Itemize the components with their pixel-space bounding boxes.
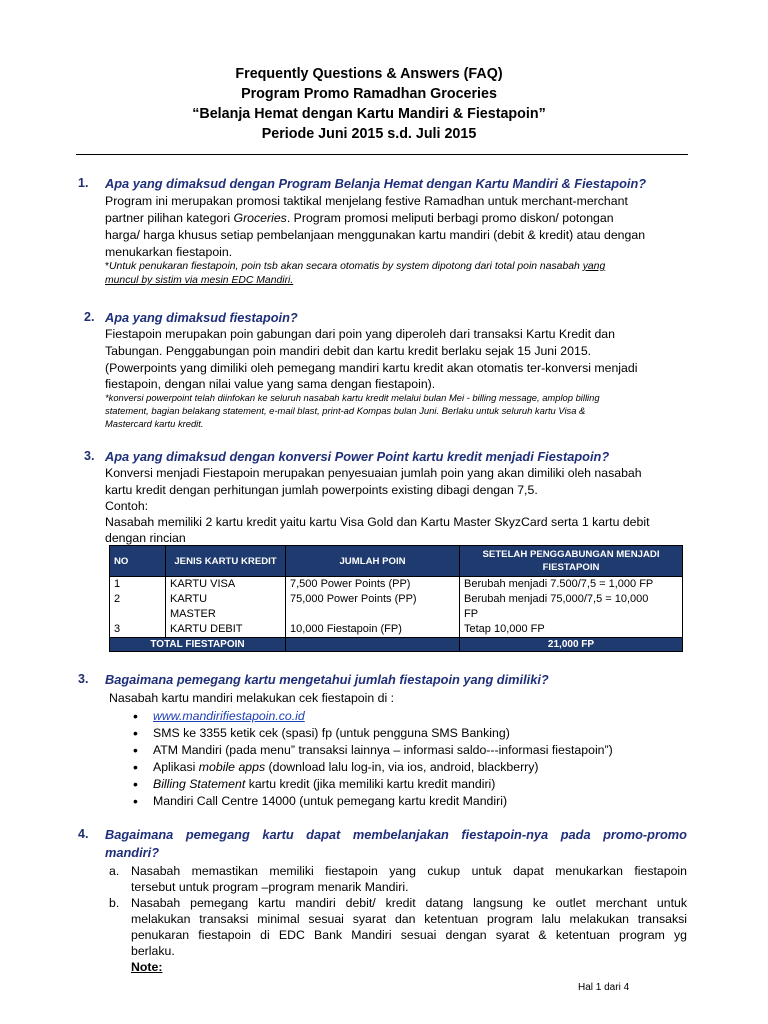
text-run: * (105, 261, 110, 272)
q1-answer-line: menukarkan fiestapoin. (105, 245, 233, 259)
q3-answer-line: kartu kredit dengan perhitungan jumlah powerpoints existing dibagi dengan 7,5. (105, 483, 538, 497)
list-item: SMS ke 3355 ketik cek (spasi) fp (untuk pengguna SMS Banking) (153, 726, 510, 740)
q2-number: 2. (84, 310, 95, 324)
q3-question: Apa yang dimaksud dengan konversi Power Point kartu kredit menjadi Fiestapoin? (105, 449, 610, 464)
q5-answer-line: melakukan transaksi minimal sesuai syarat dan ketentuan program lalu melakukan transaksi (131, 912, 687, 926)
q3-answer-line: Nasabah memiliki 2 kartu kredit yaitu kartu Visa Gold dan Kartu Master SkyzCard serta 1 kartu debit (105, 515, 650, 529)
q3-number: 3. (84, 449, 95, 463)
table-cell: 2 (110, 592, 166, 607)
doc-title: Frequently Questions & Answers (FAQ) (235, 66, 503, 82)
conversion-table (109, 545, 683, 652)
q2-answer-line: Tabungan. Penggabungan poin mandiri debit dan kartu kredit berlaku sejak 15 Juni 2015. (105, 344, 592, 358)
q5-answer-line: penukaran fiestapoin di EDC Bank Mandiri sesuai dengan syarat & ketentuan program yg (131, 928, 687, 942)
list-marker: b. (109, 896, 120, 910)
list-item: Mandiri Call Centre 14000 (untuk pemegang kartu kredit Mandiri) (153, 794, 508, 808)
text-run-italic: Billing Statement (153, 777, 246, 791)
text-run-italic: Untuk penukaran fiestapoin, poin tsb akan secara otomatis by system dipotong dari total poin nasabah (109, 261, 583, 272)
doc-subtitle: Program Promo Ramadhan Groceries (241, 86, 497, 102)
q1-answer-line: Program ini merupakan promosi taktikal menjelang festive Ramadhan untuk merchant-merchant (105, 194, 628, 208)
q4-intro: Nasabah kartu mandiri melakukan cek fiestapoin di : (109, 691, 395, 705)
table-cell: Tetap 10,000 FP (460, 622, 683, 638)
q4-question: Bagaimana pemegang kartu mengetahui jumlah fiestapoin yang dimiliki? (105, 672, 549, 687)
q1-note (105, 274, 687, 288)
q2-answer-line: Fiestapoin merupakan poin gabungan dari poin yang diperoleh dari transaksi Kartu Kredit dan (105, 327, 615, 341)
table-cell: FP (460, 607, 683, 622)
q1-answer-line (105, 210, 687, 227)
list-item (153, 776, 693, 793)
doc-program-name: “Belanja Hemat dengan Kartu Mandiri & Fiestapoin” (192, 106, 546, 122)
q2-question: Apa yang dimaksud fiestapoin? (105, 310, 298, 325)
header-divider (76, 154, 688, 155)
table-row (110, 607, 683, 622)
bullet-icon: • (133, 725, 138, 741)
list-item: ATM Mandiri (pada menu” transaksi lainnya – informasi saldo---informasi fiestapoin”) (153, 743, 613, 757)
table-cell (110, 607, 166, 622)
table-cell: KARTU DEBIT (166, 622, 286, 638)
table-cell: Berubah menjadi 75,000/7,5 = 10,000 (460, 592, 683, 607)
table-cell (286, 638, 460, 652)
text-run: . Program promosi meliputi berbagi promo diskon/ potongan (286, 211, 614, 225)
text-run-underline: yang (582, 261, 606, 272)
table-row (110, 622, 683, 638)
table-total-row (110, 638, 683, 652)
page-number: Hal 1 dari 4 (578, 982, 630, 993)
text-run-italic: Groceries (233, 211, 287, 225)
website-link[interactable] (153, 708, 693, 725)
total-value: 21,000 FP (460, 638, 683, 652)
q5-number: 4. (78, 827, 89, 841)
table-header-cell: JUMLAH POIN (286, 546, 460, 577)
table-cell: 7,500 Power Points (PP) (286, 577, 460, 593)
text-run-italic: mobile apps (198, 760, 266, 774)
table-header-cell: SETELAH PENGGABUNGAN MENJADI FIESTAPOIN (460, 546, 683, 577)
q2-answer-line: (Powerpoints yang dimiliki oleh pemegang mandiri kartu kredit akan otomatis ter-konversi menjadi (105, 361, 638, 375)
list-marker: a. (109, 864, 120, 878)
q5-answer-line: Nasabah memastikan memiliki fiestapoin yang cukup untuk dapat menukarkan fiestapoin (131, 864, 687, 878)
doc-period: Periode Juni 2015 s.d. Juli 2015 (261, 126, 477, 142)
table-header-cell: JENIS KARTU KREDIT (166, 546, 286, 577)
text-run: Aplikasi (153, 760, 199, 774)
table-cell (286, 607, 460, 622)
table-cell: 1 (110, 577, 166, 593)
table-cell: KARTU (166, 592, 286, 607)
bullet-icon: • (133, 742, 138, 758)
q2-answer-line: fiestapoin, dengan nilai value yang sama dengan fiestapoin). (105, 377, 436, 391)
bullet-icon: • (133, 708, 138, 724)
q5-question: Bagaimana pemegang kartu dapat membelanjakan fiestapoin-nya pada promo-promo (105, 827, 687, 842)
website-link-text[interactable]: www.mandirifiestapoin.co.id (153, 709, 305, 723)
table-cell: Berubah menjadi 7.500/7,5 = 1,000 FP (460, 577, 683, 593)
q3-answer-line: dengan rincian (105, 531, 186, 545)
q5-answer-line: Nasabah pemegang kartu mandiri debit/ kredit datang langsung ke outlet merchant untuk (131, 896, 687, 910)
table-cell: KARTU VISA (166, 577, 286, 593)
text-run: partner pilihan kategori (105, 211, 234, 225)
table-row (110, 577, 683, 593)
q2-note-line: Mastercard kartu kredit. (105, 418, 204, 429)
list-item (153, 759, 693, 776)
q5-question: mandiri? (105, 845, 160, 860)
table-header-row (110, 546, 683, 577)
q1-question: Apa yang dimaksud dengan Program Belanja Hemat dengan Kartu Mandiri & Fiestapoin? (105, 176, 647, 191)
q3-answer-line: Contoh: (105, 499, 149, 513)
q2-note-line: *konversi powerpoint telah diinfokan ke seluruh nasabah kartu kredit melalui bulan Mei - billing message, amplop billing (105, 392, 600, 403)
table-cell: 10,000 Fiestapoin (FP) (286, 622, 460, 638)
q1-note (105, 260, 687, 274)
text-run: (download lalu log-in, via ios, android, blackberry) (265, 760, 539, 774)
text-run-underline: muncul by sistim via mesin EDC Mandiri. (105, 275, 294, 286)
bullet-icon: • (133, 793, 138, 809)
table-cell: MASTER (166, 607, 286, 622)
bullet-icon: • (133, 759, 138, 775)
q5-answer-line: berlaku. (131, 944, 175, 958)
total-label: TOTAL FIESTAPOIN (110, 638, 286, 652)
table-row (110, 592, 683, 607)
q4-number: 3. (78, 672, 89, 686)
text-run: kartu kredit (jika memiliki kartu kredit mandiri) (245, 777, 496, 791)
q2-note-line: statement, bagian belakang statement, e-mail blast, print-ad Kompas bulan Juni. Berlaku untuk seluruh kartu Visa & (105, 405, 586, 416)
q5-answer-line: tersebut untuk program –program menarik Mandiri. (131, 880, 409, 894)
table-header-cell: NO (110, 546, 166, 577)
q1-number: 1. (78, 176, 89, 190)
table-cell: 75,000 Power Points (PP) (286, 592, 460, 607)
bullet-icon: • (133, 776, 138, 792)
note-label: Note: (131, 960, 163, 974)
q3-answer-line: Konversi menjadi Fiestapoin merupakan penyesuaian jumlah poin yang akan dimiliki oleh nasabah (105, 466, 642, 480)
q1-answer-line: harga/ harga khusus setiap pembelanjaan menggunakan kartu mandiri (debit & kredit) atau dengan (105, 228, 646, 242)
table-cell: 3 (110, 622, 166, 638)
